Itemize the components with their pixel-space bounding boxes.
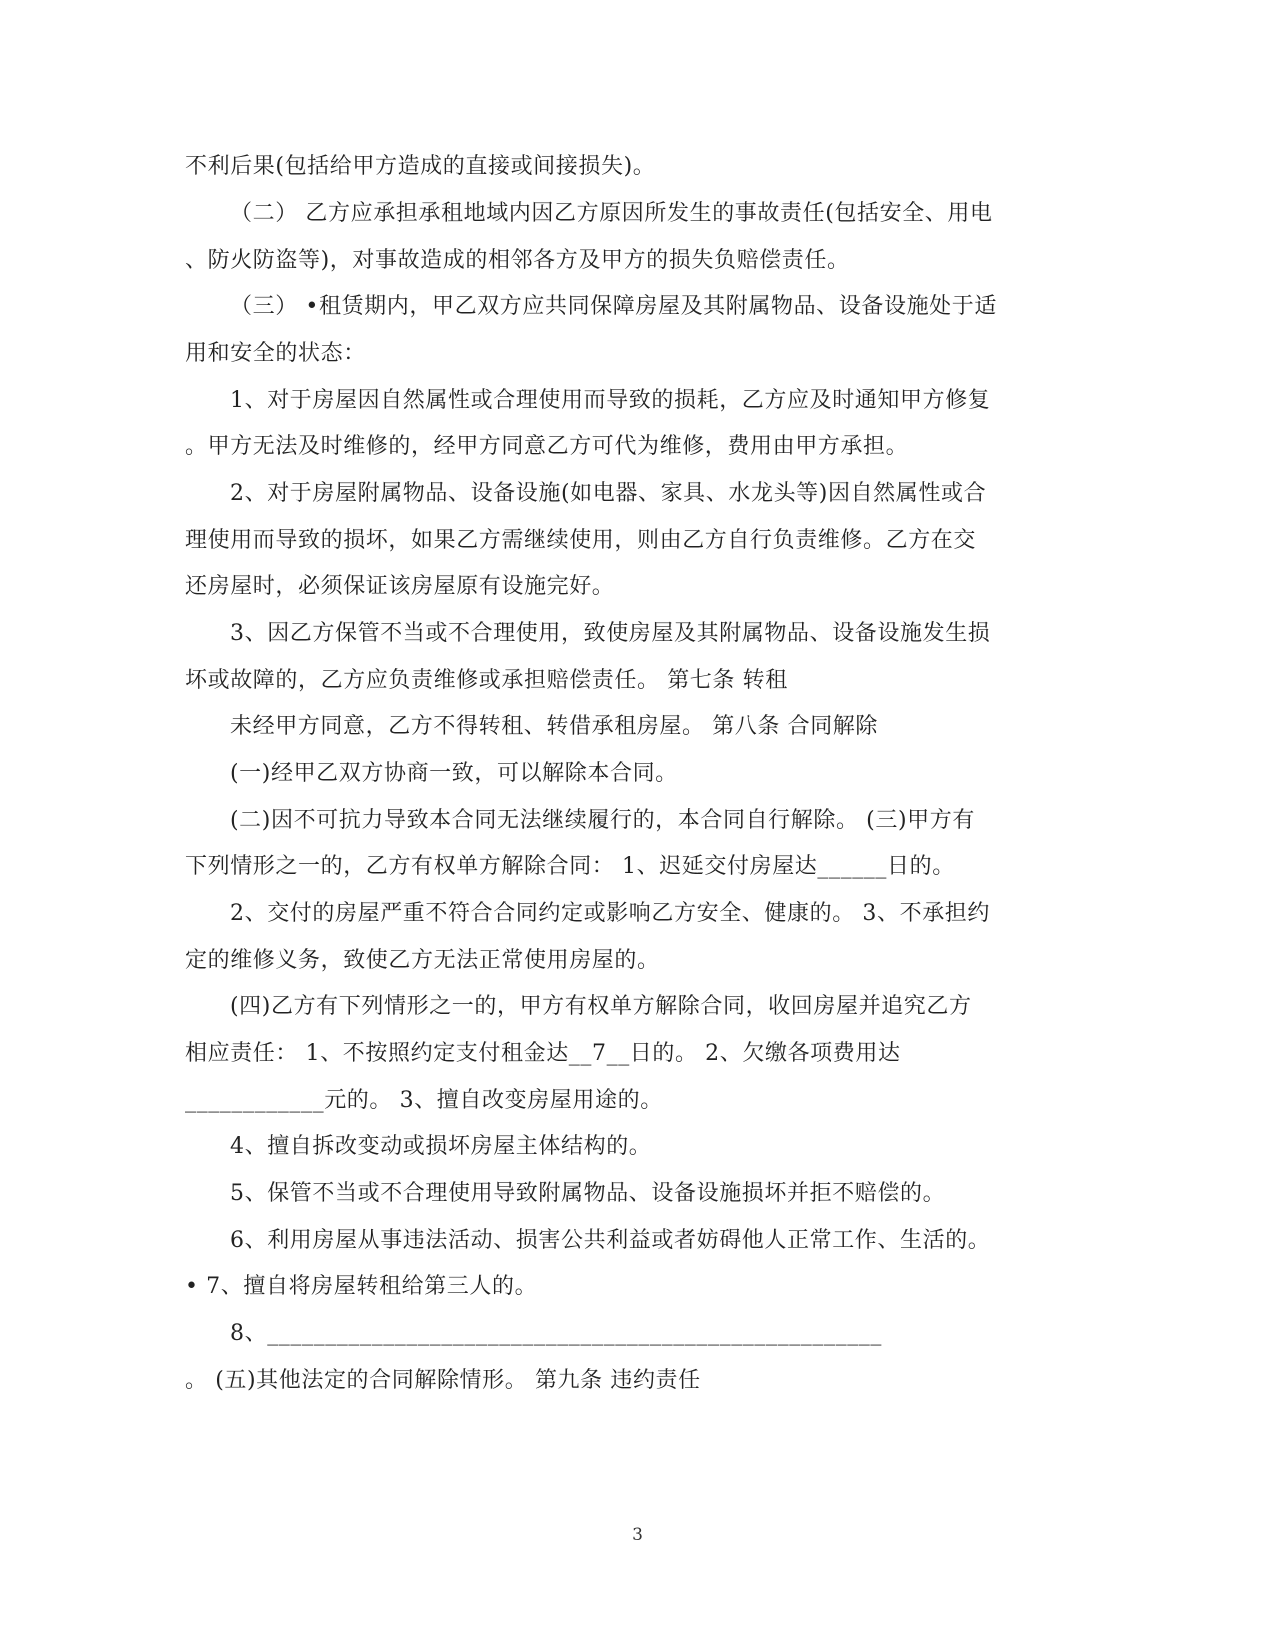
text-line: • 7、擅自将房屋转租给第三人的。	[185, 1274, 538, 1299]
text-line: 8、_____________________________________________________	[230, 1321, 882, 1346]
page-number: 3	[632, 1525, 643, 1545]
text-line: 3、因乙方保管不当或不合理使用，致使房屋及其附属物品、设备设施发生损	[230, 621, 991, 646]
text-line: 定的维修义务，致使乙方无法正常使用房屋的。	[185, 948, 660, 973]
text-line: 下列情形之一的，乙方有权单方解除合同： 1、迟延交付房屋达______日的。	[185, 854, 955, 879]
text-line: 不利后果(包括给甲方造成的直接或间接损失)。	[185, 154, 656, 179]
text-line: （二） 乙方应承担承租地域内因乙方原因所发生的事故责任(包括安全、用电	[230, 201, 993, 226]
text-line: ____________元的。 3、擅自改变房屋用途的。	[185, 1088, 663, 1113]
text-line: 未经甲方同意，乙方不得转租、转借承租房屋。 第八条 合同解除	[230, 714, 878, 739]
text-line: (二)因不可抗力导致本合同无法继续履行的，本合同自行解除。 (三)甲方有	[230, 808, 975, 833]
text-line: 坏或故障的，乙方应负责维修或承担赔偿责任。 第七条 转租	[185, 668, 788, 693]
text-line: （三） •租赁期内，甲乙双方应共同保障房屋及其附属物品、设备设施处于适	[230, 294, 997, 319]
text-line: 。 (五)其他法定的合同解除情形。 第九条 违约责任	[185, 1368, 701, 1393]
text-line: (一)经甲乙双方协商一致，可以解除本合同。	[230, 761, 678, 786]
text-line: (四)乙方有下列情形之一的，甲方有权单方解除合同，收回房屋并追究乙方	[230, 994, 972, 1019]
text-line: 还房屋时，必须保证该房屋原有设施完好。	[185, 574, 615, 599]
text-line: 理使用而导致的损坏，如果乙方需继续使用，则由乙方自行负责维修。乙方在交	[185, 528, 977, 553]
text-line: 6、利用房屋从事违法活动、损害公共利益或者妨碍他人正常工作、生活的。	[230, 1228, 991, 1253]
text-line: 、防火防盗等)，对事故造成的相邻各方及甲方的损失负赔偿责任。	[185, 248, 850, 273]
text-line: 1、对于房屋因自然属性或合理使用而导致的损耗，乙方应及时通知甲方修复	[230, 388, 991, 413]
text-line: 4、擅自拆改变动或损坏房屋主体结构的。	[230, 1134, 652, 1159]
text-line: 。甲方无法及时维修的，经甲方同意乙方可代为维修，费用由甲方承担。	[185, 434, 909, 459]
text-line: 相应责任： 1、不按照约定支付租金达__7__日的。 2、欠缴各项费用达	[185, 1041, 901, 1066]
text-line: 用和安全的状态：	[185, 341, 366, 366]
text-line: 2、交付的房屋严重不符合合同约定或影响乙方安全、健康的。 3、不承担约	[230, 901, 990, 926]
text-line: 2、对于房屋附属物品、设备设施(如电器、家具、水龙头等)因自然属性或合	[230, 481, 987, 506]
text-line: 5、保管不当或不合理使用导致附属物品、设备设施损坏并拒不赔偿的。	[230, 1181, 946, 1206]
